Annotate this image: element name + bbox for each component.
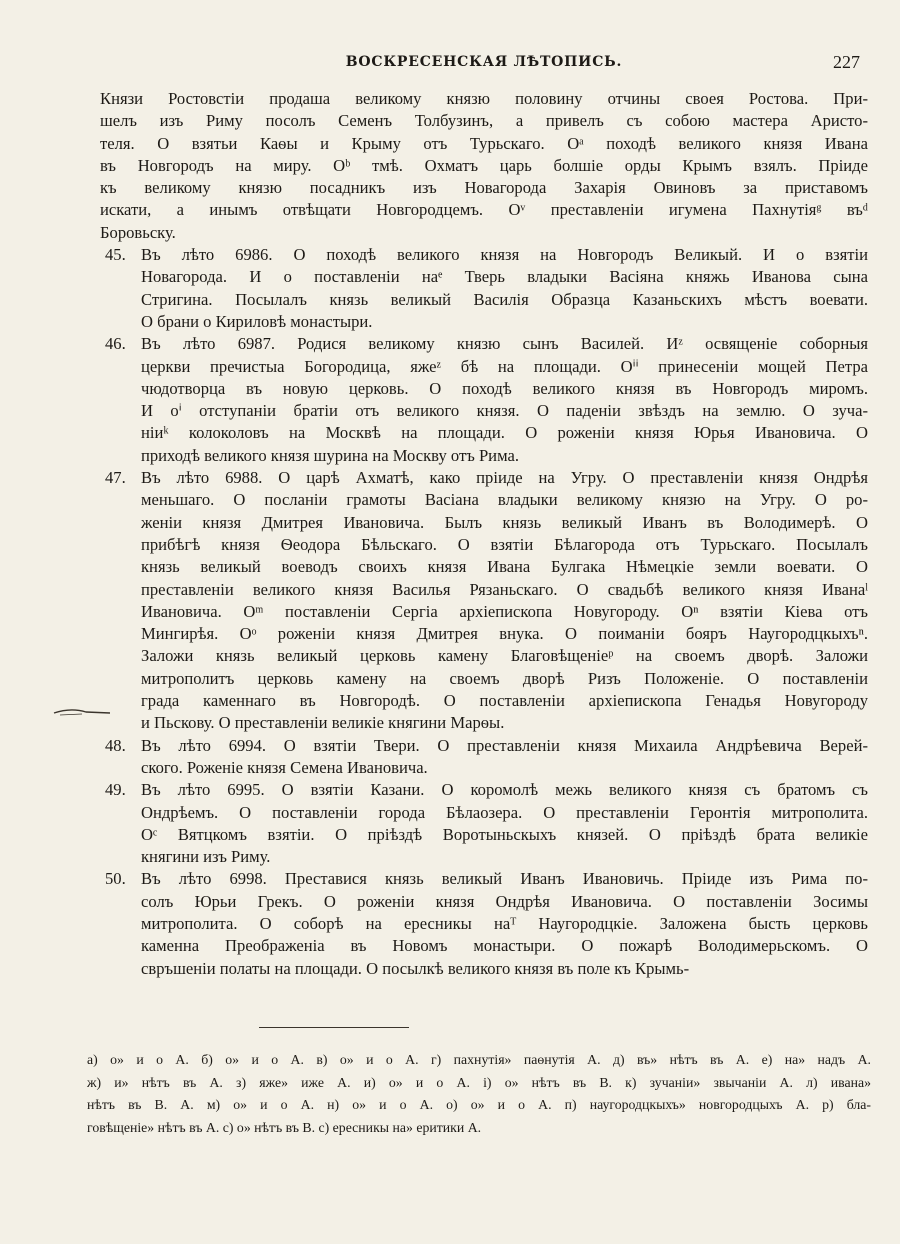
line-text: Въ лѣто 6988. О царѣ Ахматѣ, како пріиде на Угру. О преставленіи князя Ондрѣя xyxy=(141,468,868,488)
text-line xyxy=(100,244,868,266)
line-text: Въ лѣто 6987. Родися великому князю сынъ Василей. Иᶻ освященіе соборныя xyxy=(141,334,868,354)
text-line xyxy=(100,88,868,110)
text-line xyxy=(100,467,868,489)
chronicle-entry xyxy=(100,779,868,868)
line-text: Мингирѣя. Оᵒ роженіи князя Дмитрея внука. О поиманіи бояръ Наугородцкыхъⁿ. xyxy=(141,624,868,644)
line-text: О брани о Кириловѣ монастыри. xyxy=(141,311,373,331)
line-text: Князи Ростовстіи продаша великому князю половину отчины своея Ростова. При- xyxy=(100,89,868,108)
line-text: преставленіи великого князя Василья Рязаньскаго. О свадьбѣ великого князя Иванаˡ xyxy=(141,579,868,599)
line-text: митрополитъ церковь камену на своемъ дворѣ Ризъ Положеніе. О поставленіи xyxy=(141,668,868,688)
text-line xyxy=(100,155,868,177)
text-line xyxy=(100,445,868,467)
line-text: Стригина. Посылалъ князь великый Василія Образца Казаньскихъ мѣстъ воевати. xyxy=(141,289,868,309)
line-text: Ондрѣемъ. О поставленіи города Бѣлаозера. О преставленіи Геронтія митрополита. xyxy=(141,802,868,822)
text-line xyxy=(100,289,868,311)
line-text: Боровьску. xyxy=(100,222,176,242)
text-line xyxy=(100,177,868,199)
line-text: ского. Роженіе князя Семена Ивановича. xyxy=(141,757,428,777)
entry-number: 50. xyxy=(105,869,126,889)
line-text: къ великому князю посадникъ изъ Новагорода Захарія Овиновъ за приставомъ xyxy=(100,178,868,198)
line-text: Новагорода. И о поставленіи наᵉ Тверь владыки Васіяна княжь Иванова сына xyxy=(141,267,868,287)
text-line xyxy=(100,712,868,734)
line-text: шелъ изъ Риму посолъ Семенъ Толбузинъ, а привелъ съ собою мастера Аристо- xyxy=(100,111,868,131)
text-line xyxy=(100,802,868,824)
text-line xyxy=(100,846,868,868)
text-line xyxy=(100,534,868,556)
line-text: приходѣ великого князя шурина на Москву отъ Рима. xyxy=(141,445,519,465)
entry-number: 49. xyxy=(105,780,126,800)
line-text: церкви пречистыа Богородица, яжеᶻ бѣ на площади. Оⁱⁱ принесеніи мощей Петра xyxy=(141,356,868,376)
text-line xyxy=(100,311,868,333)
line-text: женіи князя Дмитрея Ивановича. Былъ князь великый Иванъ въ Володимерѣ. О xyxy=(141,512,868,532)
line-text: прибѣгѣ князя Ѳеодора Бѣльскаго. О взятіи Бѣлагорода отъ Турьскаго. Посылалъ xyxy=(141,534,868,554)
running-title: ВОСКРЕСЕНСКАЯ ЛѢТОПИСЬ. xyxy=(345,54,623,70)
line-text: митрополита. О соборѣ на ересникы наᵀ Наугородцкіе. Заложена бысть церковь xyxy=(141,913,868,933)
text-line xyxy=(100,601,868,623)
line-text: Въ лѣто 6995. О взятіи Казани. О коромолѣ межь великого князя съ братомъ съ xyxy=(141,780,868,800)
line-text: чюдотворца въ новую церковь. О походѣ великого князя въ Новгородъ миромъ. xyxy=(141,378,868,398)
line-text: княгини изъ Риму. xyxy=(141,847,271,867)
line-text: Заложи князь великый церковь камену Благовѣщеніеᵖ на своемъ дворѣ. Заложи xyxy=(141,646,868,666)
text-line xyxy=(100,378,868,400)
margin-mark-icon xyxy=(52,707,112,717)
line-text: И oⁱ отступаніи братіи отъ великого князя. О паденіи звѣздъ на землю. О зуча- xyxy=(141,401,868,421)
text-line xyxy=(100,489,868,511)
chronicle-entry xyxy=(100,467,868,735)
running-head xyxy=(100,54,868,78)
chronicle-text xyxy=(100,88,868,980)
chronicle-entry xyxy=(100,88,868,244)
text-line xyxy=(100,110,868,132)
line-text: ніиᵏ колоколовъ на Москвѣ на площади. О роженіи князя Юрья Ивановича. О xyxy=(141,423,868,443)
line-text: искати, а инымъ отвѣщати Новгородцемъ. Оᵛ преставленіи игумена Пахнутіяᵍ въᵈ xyxy=(100,200,868,220)
chronicle-entry xyxy=(100,333,868,467)
line-text: меньшаго. О посланіи грамоты Васіана владыки великому князю на Угру. О ро- xyxy=(141,490,868,510)
text-line xyxy=(100,868,868,890)
text-line xyxy=(100,757,868,779)
text-line xyxy=(100,333,868,355)
footnote-line: ж) и» нѣтъ въ А. з) яже» иже А. и) о» и о А. і) о» нѣтъ въ В. к) зучаніи» звычаніи А. л) ивана» xyxy=(87,1074,871,1090)
text-line xyxy=(100,824,868,846)
entry-number: 48. xyxy=(105,735,126,755)
entry-number: 45. xyxy=(105,245,126,265)
text-line xyxy=(100,222,868,244)
text-line xyxy=(100,958,868,980)
entry-number: 47. xyxy=(105,468,126,488)
text-line xyxy=(100,735,868,757)
footnote-line: нѣтъ въ В. А. м) о» и о А. н) о» и о А. о) о» и о А. п) наугородцкыхъ» новгородцыхъ А. р) бла- xyxy=(87,1097,871,1113)
line-text: свръшеніи полаты на площади. О посылкѣ великого князя въ поле къ Крымь- xyxy=(141,958,690,978)
chronicle-entry xyxy=(100,244,868,333)
text-line xyxy=(100,356,868,378)
footnotes xyxy=(87,1049,871,1139)
line-text: града каменнаго въ Новгородѣ. О поставленіи архіепископа Генадья Новугороду xyxy=(141,691,868,711)
text-line xyxy=(100,668,868,690)
page-number: 227 xyxy=(833,52,860,72)
text-line xyxy=(100,891,868,913)
text-line xyxy=(100,645,868,667)
footnote-line: а) о» и о А. б) о» и о А. в) о» и о А. г) пахнутія» паѳнутія А. д) въ» нѣтъ въ А. е) на» надъ А. xyxy=(87,1052,871,1067)
footnote-line: говѣщеніе» нѣтъ въ А. с) о» нѣтъ въ В. с) ересникы на» еритики А. xyxy=(87,1119,482,1135)
text-line xyxy=(100,266,868,288)
line-text: Въ лѣто 6998. Преставися князь великый Иванъ Ивановичь. Пріиде изъ Рима по- xyxy=(141,869,868,889)
line-text: въ Новгородъ на миру. Оᵇ тмѣ. Охматъ царь болшіе орды Крымъ взялъ. Пріиде xyxy=(100,155,868,175)
text-line xyxy=(100,133,868,155)
line-text: князь великый воеводъ своихъ князя Ивана Булгака Нѣмецкіе земли воевати. О xyxy=(141,557,868,577)
text-line xyxy=(100,579,868,601)
line-text: и Пьскову. О преставленіи великіе княгини Марѳы. xyxy=(141,713,505,733)
line-text: Ивановича. Оᵐ поставленіи Сергіа архіепископа Новугороду. Оⁿ взятіи Кіева отъ xyxy=(141,601,868,621)
line-text: Оᶜ Вятцкомъ взятіи. О пріѣздѣ Воротыньскыхъ князей. О пріѣздѣ брата великіе xyxy=(141,824,868,844)
text-line xyxy=(100,690,868,712)
text-line xyxy=(100,913,868,935)
text-line xyxy=(100,512,868,534)
text-line xyxy=(100,400,868,422)
chronicle-entry xyxy=(100,735,868,780)
text-line xyxy=(100,935,868,957)
text-line xyxy=(100,779,868,801)
text-line xyxy=(100,556,868,578)
text-line xyxy=(100,199,868,221)
line-text: каменна Преображеніа въ Новомъ монастыри. О пожарѣ Володимерьскомъ. О xyxy=(141,936,868,956)
text-line xyxy=(100,623,868,645)
entry-number: 46. xyxy=(105,334,126,354)
line-text: теля. О взятьи Каѳы и Крыму отъ Турьскаго. Оᵃ походѣ великого князя Ивана xyxy=(100,133,868,153)
text-line xyxy=(100,422,868,444)
footnote-rule xyxy=(259,1027,409,1028)
line-text: солъ Юрьи Грекъ. О роженіи князя Ондрѣя Ивановича. О поставленіи Зосимы xyxy=(141,891,868,911)
chronicle-entry xyxy=(100,868,868,979)
line-text: Въ лѣто 6986. О походѣ великого князя на Новгородъ Великый. И о взятіи xyxy=(141,245,868,265)
line-text: Въ лѣто 6994. О взятіи Твери. О преставленіи князя Михаила Андрѣевича Верей- xyxy=(141,735,868,755)
